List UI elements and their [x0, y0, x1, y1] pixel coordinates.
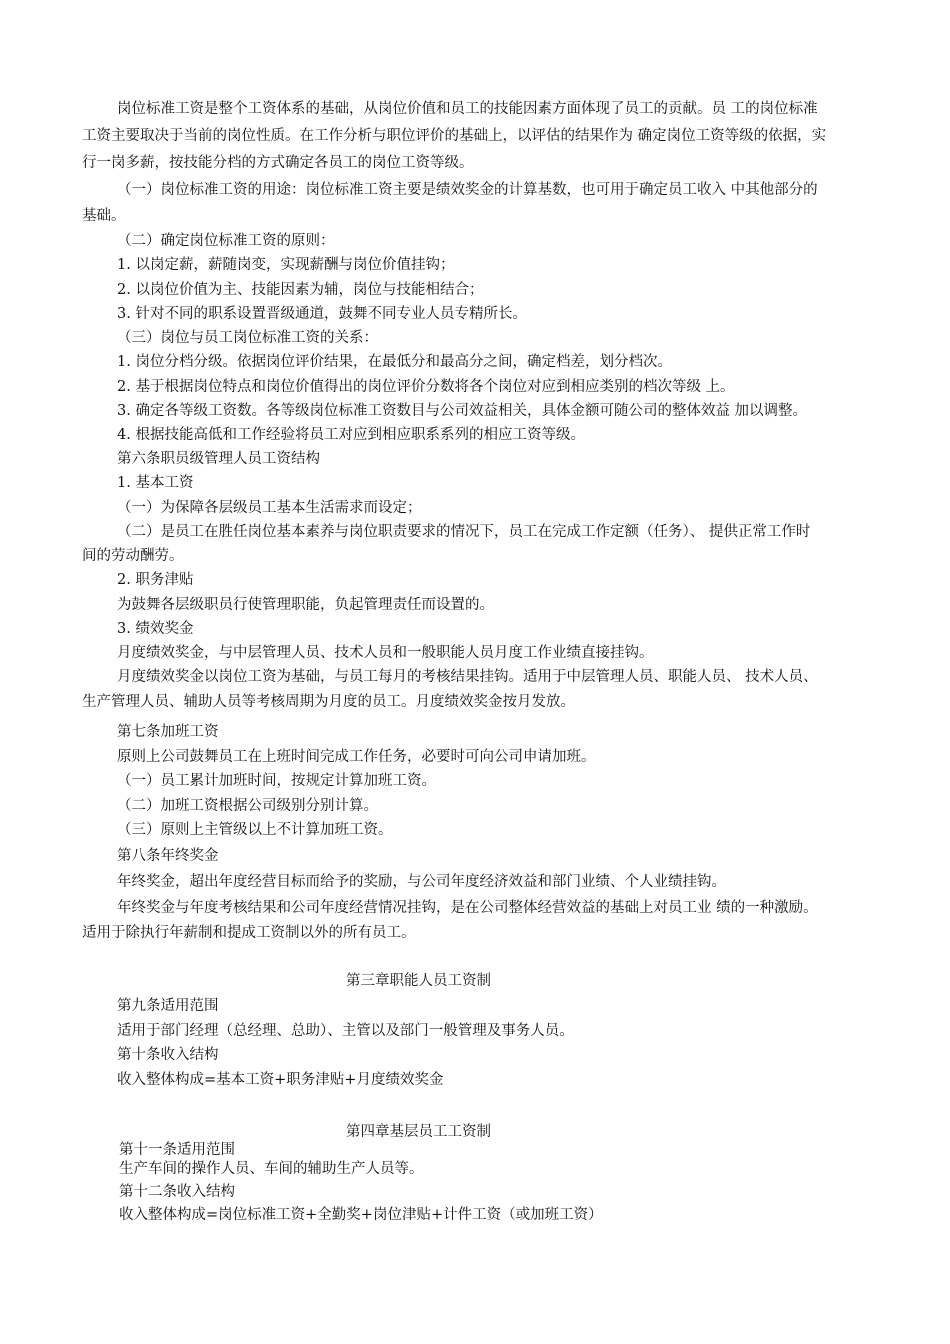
paragraph-line: 原则上公司鼓舞员工在上班时间完成工作任务，必要时可向公司申请加班。 [117, 749, 596, 765]
paragraph-line: （二）是员工在胜任岗位基本素养与岗位职责要求的情况下，员工在完成工作定额（任务）、 提供正常工作时 [117, 524, 811, 540]
list-item: 1. 基本工资 [117, 475, 194, 491]
paragraph-line: 工资主要取决于当前的岗位性质。在工作分析与职位评价的基础上，以评估的结果作为 确定岗位工资等级的依据，实 [82, 128, 827, 144]
list-item: 1. 以岗定薪，薪随岗变，实现薪酬与岗位价值挂钩； [117, 257, 455, 273]
list-item: 3. 确定各等级工资数。各等级岗位标准工资数目与公司效益相关，具体金额可随公司的整体效益 加以调整。 [117, 403, 808, 419]
section-heading: （二）确定岗位标准工资的原则： [117, 233, 335, 249]
chapter-title: 第四章基层员工工资制 [346, 1124, 491, 1140]
article-heading: 第十一条适用范围 [119, 1142, 235, 1158]
list-item: 2. 基于根据岗位特点和岗位价值得出的岗位评价分数将各个岗位对应到相应类别的档次等级 上。 [117, 379, 735, 395]
section-heading: （三）岗位与员工岗位标准工资的关系： [117, 330, 378, 346]
paragraph-line: 岗位标准工资是整个工资体系的基础，从岗位价值和员工的技能因素方面体现了员工的贡献。员 工的岗位标准 [117, 101, 818, 117]
list-item: 2. 以岗位价值为主、技能因素为辅，岗位与技能相结合； [117, 282, 484, 298]
article-heading: 第九条适用范围 [117, 998, 219, 1014]
article-heading: 第八条年终奖金 [117, 848, 219, 864]
chapter-title: 第三章职能人员工资制 [346, 973, 491, 989]
paragraph-line: 适用于部门经理（总经理、总助）、主管以及部门一般管理及事务人员。 [117, 1023, 574, 1039]
article-heading: 第六条职员级管理人员工资结构 [117, 451, 320, 467]
article-heading: 第七条加班工资 [117, 724, 219, 740]
paragraph-line: 为鼓舞各层级职员行使管理职能，负起管理责任而设置的。 [117, 597, 494, 613]
list-item: （二）加班工资根据公司级别分别计算。 [117, 798, 378, 814]
list-item: 1. 岗位分档分级。依据岗位评价结果，在最低分和最高分之间，确定档差，划分档次。 [117, 354, 672, 370]
paragraph-line: 生产管理人员、辅助人员等考核周期为月度的员工。月度绩效奖金按月发放。 [82, 694, 575, 710]
paragraph-line: 年终奖金，超出年度经营目标而给予的奖励，与公司年度经济效益和部门业绩、个人业绩挂钩。 [117, 874, 726, 890]
paragraph-line: 间的劳动酬劳。 [82, 548, 184, 564]
list-item: （一）员工累计加班时间，按规定计算加班工资。 [117, 773, 436, 789]
paragraph-line: 收入整体构成=基本工资+职务津贴+月度绩效奖金 [117, 1072, 444, 1088]
paragraph-line: 收入整体构成=岗位标准工资+全勤奖+岗位津贴+计件工资（或加班工资） [119, 1207, 603, 1223]
list-item: 3. 绩效奖金 [117, 621, 194, 637]
paragraph-line: 基础。 [82, 208, 126, 224]
list-item: （一）为保障各层级员工基本生活需求而设定； [117, 500, 422, 516]
paragraph-line: 月度绩效奖金以岗位工资为基础，与员工每月的考核结果挂钩。适用于中层管理人员、职能人员、 技术人员、 [117, 669, 818, 685]
list-item: （三）原则上主管级以上不计算加班工资。 [117, 822, 393, 838]
list-item: 3. 针对不同的职系设置晋级通道，鼓舞不同专业人员专精所长。 [117, 306, 527, 322]
list-item: 2. 职务津贴 [117, 572, 194, 588]
paragraph-line: 生产车间的操作人员、车间的辅助生产人员等。 [119, 1161, 424, 1177]
article-heading: 第十条收入结构 [117, 1047, 219, 1063]
article-heading: 第十二条收入结构 [119, 1184, 235, 1200]
paragraph-line: （一）岗位标准工资的用途：岗位标准工资主要是绩效奖金的计算基数，也可用于确定员工收入 中其他部分的 [117, 182, 818, 198]
paragraph-line: 月度绩效奖金，与中层管理人员、技术人员和一般职能人员月度工作业绩直接挂钩。 [117, 645, 654, 661]
paragraph-line: 适用于除执行年薪制和提成工资制以外的所有员工。 [82, 925, 416, 941]
paragraph-line: 年终奖金与年度考核结果和公司年度经营情况挂钩，是在公司整体经营效益的基础上对员工业 绩的一种激励。 [117, 900, 818, 916]
paragraph-line: 行一岗多薪，按技能分档的方式确定各员工的岗位工资等级。 [82, 155, 474, 171]
list-item: 4. 根据技能高低和工作经验将员工对应到相应职系系列的相应工资等级。 [117, 427, 585, 443]
